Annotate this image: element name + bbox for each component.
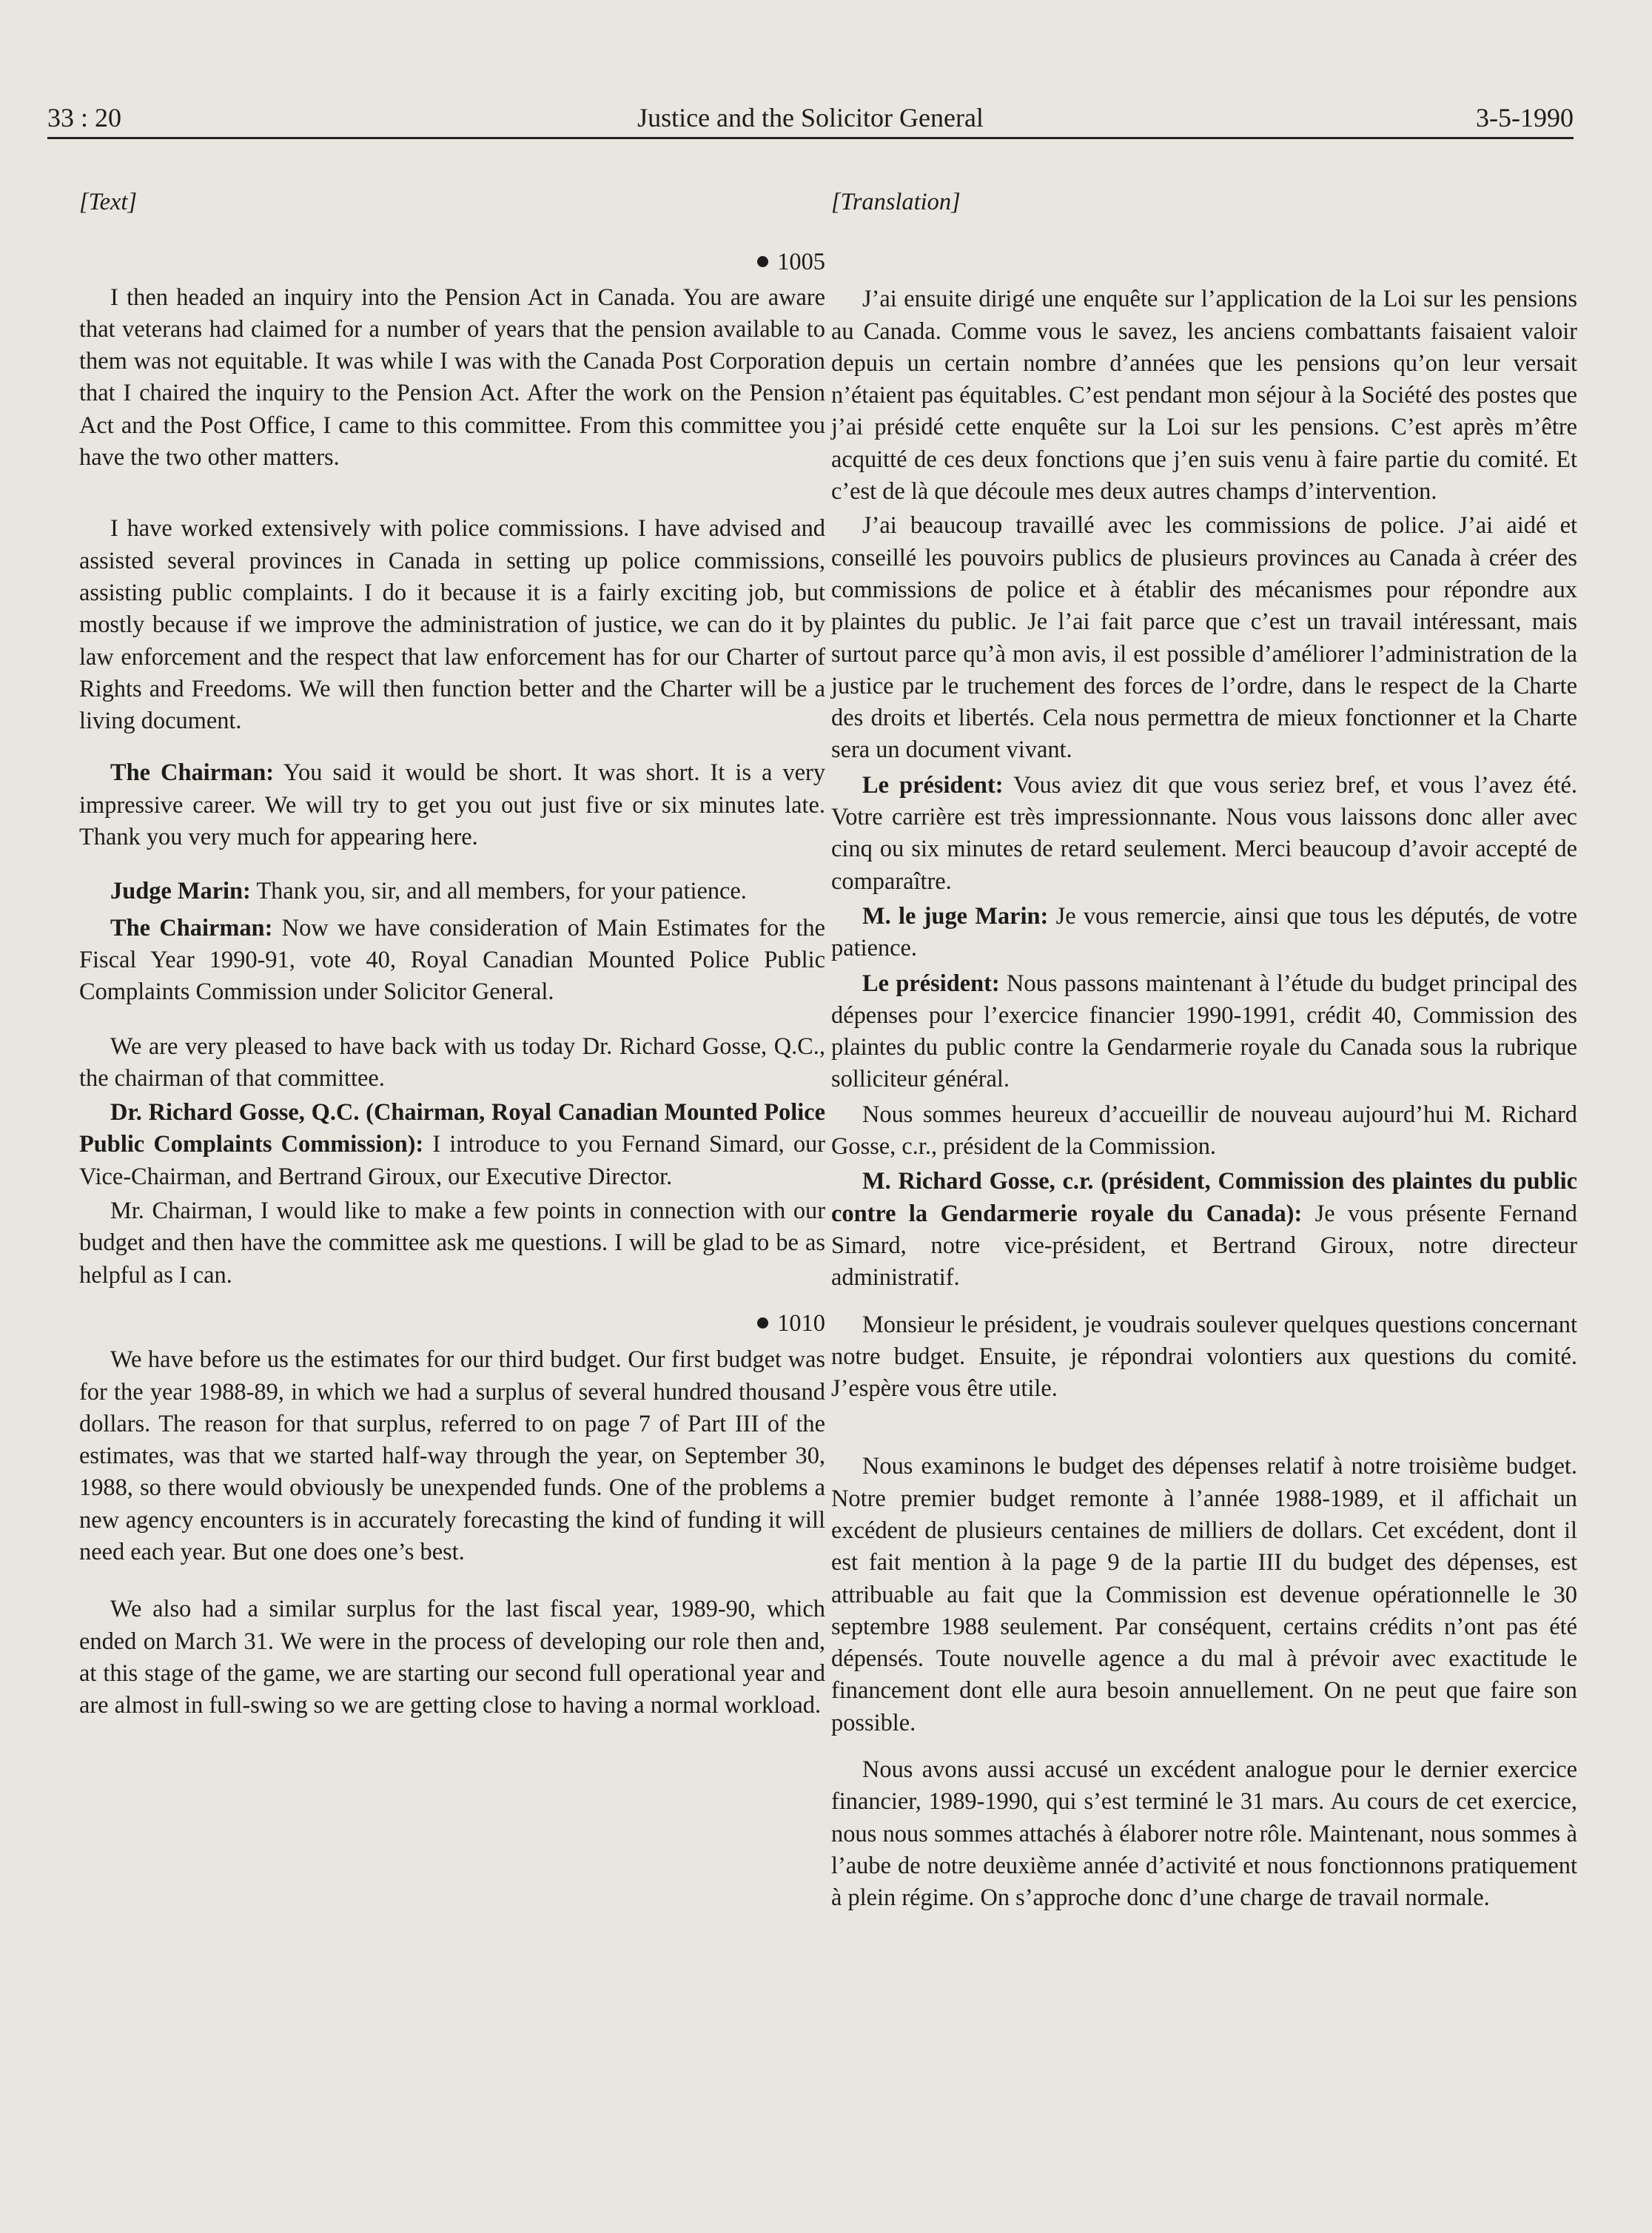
bullet-icon (757, 256, 768, 267)
header-date: 3-5-1990 (1476, 103, 1574, 132)
speaker-paragraph: Judge Marin: Thank you, sir, and all members, for your patience. (110, 878, 747, 905)
paragraph: We are very pleased to have back with us today Dr. Richard Gosse, Q.C., the chairman of that committee. (79, 1032, 825, 1092)
paragraph: J’ai beaucoup travaillé avec les commissions de police. J’ai aidé et conseillé les pouvoirs publics de plusieurs provinces au Canada à créer des commissions de police et à établir des mécanismes pour répondre aux plaintes du public. Je l’ai fait parce que c’est un travail intéressant, mais surtout parce qu’à mon avis, il est possible d’améliorer l’administration de la justice par le truchement des forces de l’ordre, dans le respect de la Charte des droits et libertés. Cela nous permettra de mieux fonctionner et la Charte sera un document vivant. (831, 512, 1577, 764)
speaker-paragraph: Le président: Nous passons maintenant à l’étude du budget principal des dépenses pour l’exercice financier 1990-1991, crédit 40, Commission des plaintes du public contre la Gendarmerie royale du Canada sous la rubrique solliciteur général. (831, 970, 1577, 1093)
running-header (47, 102, 1574, 138)
paragraph: Mr. Chairman, I would like to make a few points in connection with our budget and then have the committee ask me questions. I will be glad to be as helpful as I can. (79, 1198, 825, 1289)
header-rule (47, 137, 1574, 139)
time-stamp: 1010 (79, 1308, 825, 1340)
column-label: [Translation] (831, 189, 961, 215)
speaker-paragraph: Le président: Vous aviez dit que vous seriez bref, et vous l’avez été. Votre carrière est très impressionnante. Nous vous laissons donc aller avec cinq ou six minutes de retard seulement. Merci beaucoup d’avoir accepté de comparaître. (831, 771, 1578, 895)
speaker-paragraph: The Chairman: Now we have consideration of Main Estimates for the Fiscal Year 1990-91, vote 40, Royal Canadian Mounted Police Public Complaints Commission under Solicitor General. (79, 914, 825, 1006)
paragraph: Nous sommes heureux d’accueillir de nouveau aujourd’hui M. Richard Gosse, c.r., président de la Commission. (831, 1101, 1577, 1161)
speaker-paragraph: M. Richard Gosse, c.r. (président, Commission des plaintes du public contre la Gendarmerie royale du Canada): Je vous présente Fernand Simard, notre vice-président, et Bertrand Giroux, notre directeur administratif. (831, 1168, 1577, 1292)
bullet-icon (757, 1317, 768, 1329)
paragraph: We have before us the estimates for our third budget. Our first budget was for the year 1988-89, in which we had a surplus of several hundred thousand dollars. The reason for that surplus, referred to on page 7 of Part III of the estimates, was that we started half-way through the year, on September 30, 1988, so there would obviously be unexpended funds. One of the problems a new agency encounters is in accurately forecasting the kind of funding it will need each year. But one does one’s best. (79, 1346, 825, 1565)
speaker-name: Judge Marin: (110, 878, 251, 905)
speaker-name: Le président: (862, 970, 1000, 997)
speaker-name: The Chairman: (110, 759, 275, 787)
paragraph: Nous examinons le budget des dépenses relatif à notre troisième budget. Notre premier budget remonte à l’année 1988-1989, et il affichait un excédent de plusieurs centaines de milliers de dollars. Cet excédent, dont il est fait mention à la page 9 de la partie III du budget des dépenses, est attribuable au fait que la Commission est devenue opérationnelle le 30 septembre 1988 seulement. Par conséquent, certains crédits n’ont pas été dépensés. Toute nouvelle agence a du mal à prévoir avec exactitude le financement dont elle aura besoin annuellement. On ne peut que faire son possible. (831, 1453, 1577, 1736)
speaker-name: M. Richard Gosse, c.r. (président, Commission des plaintes du public contre la Gendarmerie royale du Canada): (831, 1168, 1577, 1227)
speaker-name: Dr. Richard Gosse, Q.C. (Chairman, Royal Canadian Mounted Police Public Complaints Commission): (79, 1099, 825, 1158)
column-label: [Text] (79, 189, 138, 215)
speaker-name: Le président: (862, 771, 1004, 799)
speaker-name: M. le juge Marin: (862, 902, 1049, 930)
english-column (79, 187, 825, 1722)
paragraph: We also had a similar surplus for the last fiscal year, 1989-90, which ended on March 31. We were in the process of developing our role then and, at this stage of the game, we are starting our second full operational year and are almost in full-swing so we are getting close to having a normal workload. (79, 1596, 825, 1719)
speaker-paragraph: The Chairman: You said it would be short. It was short. It is a very impressive career. We will try to get you out just five or six minutes late. Thank you very much for appearing here. (79, 759, 826, 851)
speaker-paragraph: Dr. Richard Gosse, Q.C. (Chairman, Royal Canadian Mounted Police Public Complaints Commission): I introduce to you Fernand Simard, our Vice-Chairman, and Bertrand Giroux, our Executive Director. (79, 1099, 825, 1190)
time-stamp: 1005 (79, 246, 825, 278)
header-title: Justice and the Solicitor General (637, 103, 984, 132)
page-number: 33 : 20 (47, 103, 122, 132)
french-column (831, 187, 1577, 1915)
paragraph: Monsieur le président, je voudrais soulever quelques questions concernant notre budget. Ensuite, je répondrai volontiers aux questions du comité. J’espère vous être utile. (831, 1311, 1577, 1403)
speaker-name: The Chairman: (110, 914, 273, 941)
paragraph: J’ai ensuite dirigé une enquête sur l’application de la Loi sur les pensions au Canada. Comme vous le savez, les anciens combattants faisaient valoir depuis un certain nombre d’années que les pensions qu’on leur versait n’étaient pas équitables. C’est pendant mon séjour à la Société des postes que j’ai présidé cette enquête sur la Loi sur les pensions. C’est après m’être acquitté de ces deux fonctions que j’en suis venu à faire partie du comité. Et c’est de là que découle mes deux autres champs d’intervention. (831, 286, 1577, 506)
paragraph: Nous avons aussi accusé un excédent analogue pour le dernier exercice financier, 1989-1990, qui s’est terminé le 31 mars. Au cours de cet exercice, nous nous sommes attachés à élaborer notre rôle. Maintenant, nous sommes à l’aube de notre deuxième année d’activité et nous fonctionnons pratiquement à plein régime. On s’approche donc d’une charge de travail normale. (831, 1756, 1577, 1912)
paragraph: I then headed an inquiry into the Pension Act in Canada. You are aware that veterans had claimed for a number of years that the pension available to them was not equitable. It was while I was with the Canada Post Corporation that I chaired the inquiry to the Pension Act. After the work on the Pension Act and the Post Office, I came to this committee. From this committee you have the two other matters. (79, 283, 825, 471)
paragraph: I have worked extensively with police commissions. I have advised and assisted several provinces in Canada in setting up police commissions, assisting public complaints. I do it because it is a fairly exciting job, but mostly because if we improve the administration of justice, we can do it by law enforcement and the respect that law enforcement has for our Charter of Rights and Freedoms. We will then function better and the Charter will be a living document. (79, 515, 825, 735)
speaker-paragraph: M. le juge Marin: Je vous remercie, ainsi que tous les députés, de votre patience. (831, 902, 1577, 962)
